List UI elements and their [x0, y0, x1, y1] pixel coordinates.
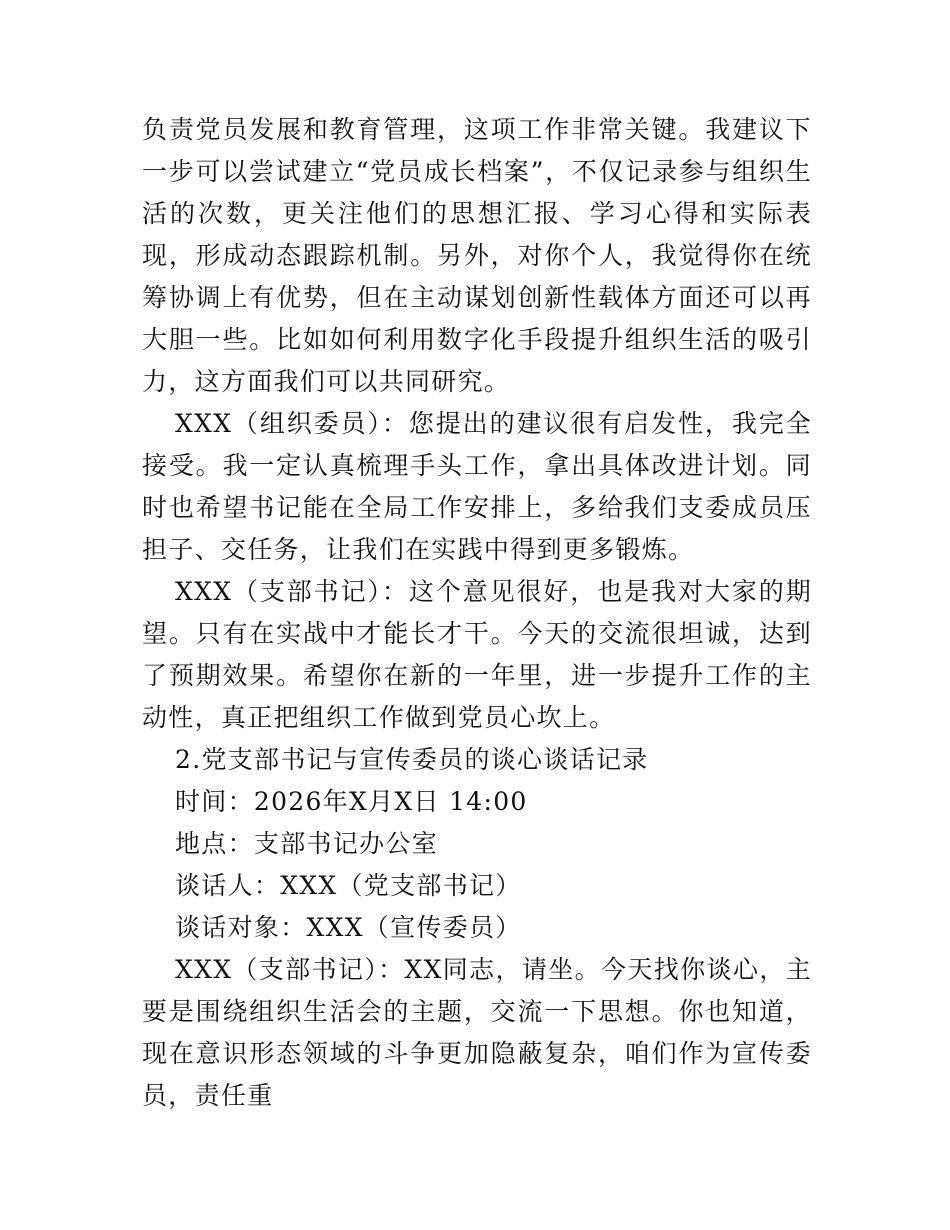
paragraph-secretary-conclusion: XXX（支部书记）：这个意见很好，也是我对大家的期望。只有在实战中才能长才干。今天的交流很坦诚，达到了预期效果。希望你在新的一年里，进一步提升工作的主动性，真正把组织工作做到党员心坎上。 — [142, 577, 812, 732]
meeting-location: 地点：支部书记办公室 — [175, 829, 439, 858]
section-heading: 2.党支部书记与宣传委员的谈心谈话记录 — [175, 745, 649, 774]
document-body — [142, 109, 812, 1117]
meeting-speaker: 谈话人：XXX（党支部书记） — [175, 871, 522, 900]
meeting-target: 谈话对象：XXX（宣传委员） — [175, 913, 522, 942]
paragraph-secretary-opening: XXX（支部书记）：XX同志，请坐。今天找你谈心，主要是围绕组织生活会的主题，交流一下思想。你也知道，现在意识形态领域的斗争更加隐蔽复杂，咱们作为宣传委员，责任重 — [142, 955, 812, 1110]
paragraph-organization-member-reply: XXX（组织委员）：您提出的建议很有启发性，我完全接受。我一定认真梳理手头工作，拿出具体改进计划。同时也希望书记能在全局工作安排上，多给我们支委成员压担子、交任务，让我们在实践中得到更多锻炼。 — [142, 409, 812, 564]
paragraph-recommendation: 负责党员发展和教育管理，这项工作非常关键。我建议下一步可以尝试建立“党员成长档案”，不仅记录参与组织生活的次数，更关注他们的思想汇报、学习心得和实际表现，形成动态跟踪机制。另外，对你个人，我觉得你在统筹协调上有优势，但在主动谋划创新性载体方面还可以再大胆一些。比如如何利用数字化手段提升组织生活的吸引力，这方面我们可以共同研究。 — [142, 115, 812, 396]
meeting-time: 时间：2026年X月X日 14:00 — [175, 787, 528, 816]
